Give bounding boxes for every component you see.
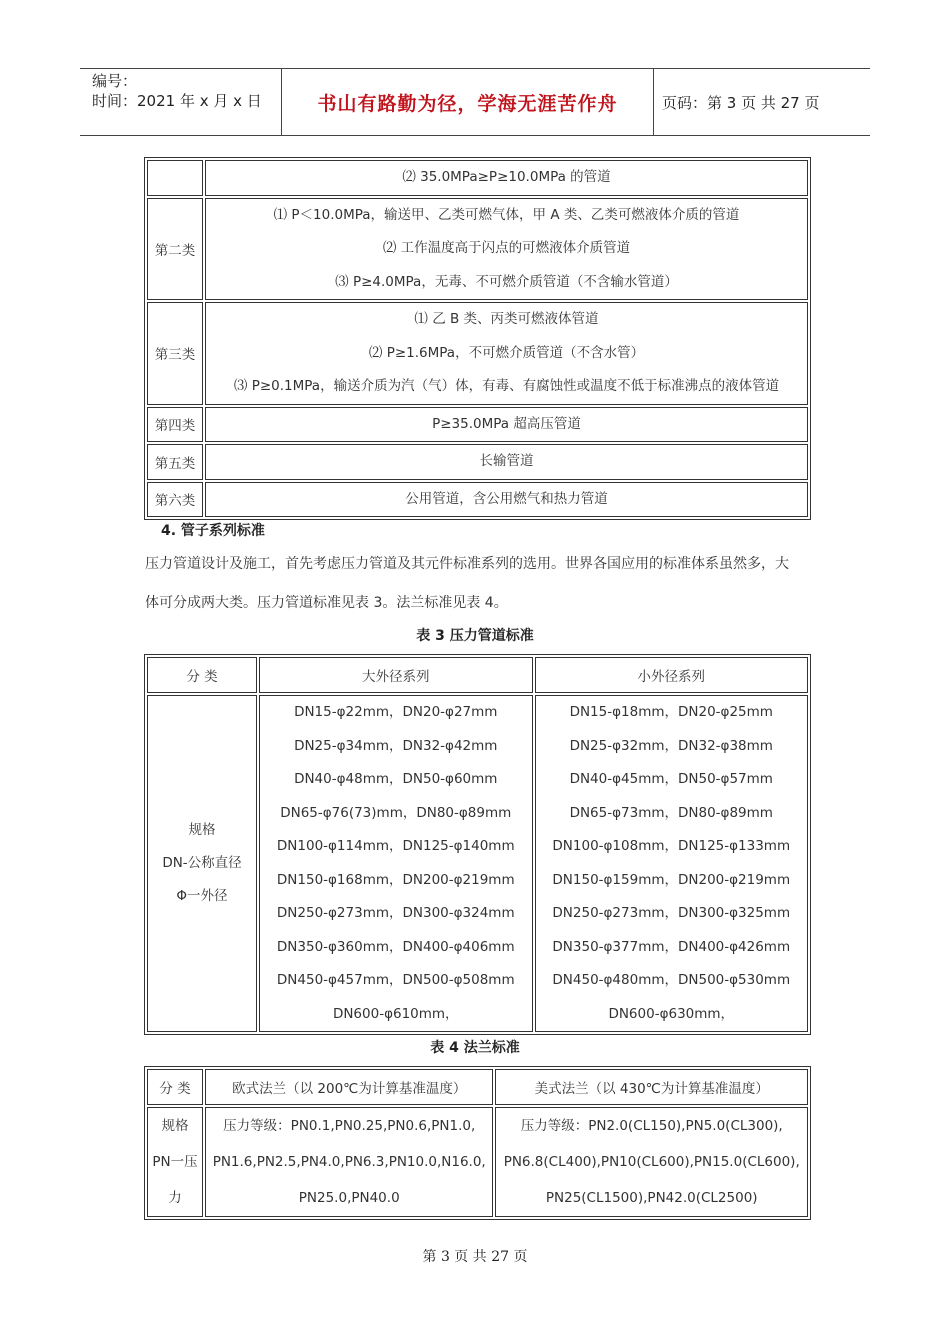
content-line: ⑵ 工作温度高于闪点的可燃液体介质管道 xyxy=(382,240,631,256)
table3-header-large: 大外径系列 xyxy=(259,657,533,693)
category-cell: 第六类 xyxy=(147,482,203,518)
table-row xyxy=(147,407,808,443)
table3-small-series xyxy=(535,695,809,1032)
page-header xyxy=(80,68,870,136)
header-motto: 书山有路勤为径，学海无涯苦作舟 xyxy=(282,69,654,135)
section-title: 4. 管子系列标准 xyxy=(161,523,265,539)
category-cell xyxy=(147,160,203,196)
series-line: DN15-φ22mm，DN20-φ27mm xyxy=(294,704,498,720)
series-line: DN25-φ34mm，DN32-φ42mm xyxy=(294,737,498,754)
series-line: DN65-φ73mm，DN80-φ89mm xyxy=(569,804,773,821)
content-line: 长输管道 xyxy=(479,453,534,469)
page-footer: 第 3 页 共 27 页 xyxy=(422,1249,528,1265)
table3-spec-line: 规格 xyxy=(188,822,216,838)
content-line: P≥35.0MPa 超高压管道 xyxy=(432,415,581,432)
table-row xyxy=(147,302,808,405)
series-line: DN100-φ108mm，DN125-φ133mm xyxy=(552,838,791,854)
table4-header-euro: 欧式法兰（以 200℃为计算基准温度） xyxy=(205,1069,493,1105)
header-meta xyxy=(80,69,282,135)
content-line: ⑵ P≥1.6MPa，不可燃介质管道（不含水管） xyxy=(368,344,645,361)
table4-euro-line: PN1.6,PN2.5,PN4.0,PN6.3,PN10.0,N16.0, xyxy=(212,1154,486,1170)
content-cell xyxy=(205,407,808,443)
content-line: ⑵ 35.0MPa≥P≥10.0MPa 的管道 xyxy=(402,169,611,185)
table4-spec-line: 力 xyxy=(168,1190,182,1206)
table3-spec-line: Φ一外径 xyxy=(176,888,228,904)
content-line: 公用管道，含公用燃气和热力管道 xyxy=(405,490,608,507)
series-line: DN600-φ610mm， xyxy=(332,1005,459,1022)
table4-us-line: PN25(CL1500),PN42.0(CL2500) xyxy=(545,1190,758,1206)
series-line: DN25-φ32mm，DN32-φ38mm xyxy=(569,737,773,754)
series-line: DN250-φ273mm，DN300-φ324mm xyxy=(276,905,515,921)
flange-standard-table xyxy=(144,1066,811,1220)
content-line: ⑴ 乙 B 类、丙类可燃液体管道 xyxy=(414,311,599,327)
table4-us-line: PN6.8(CL400),PN10(CL600),PN15.0(CL600), xyxy=(503,1154,800,1170)
table4-euro-line: 压力等级：PN0.1,PN0.25,PN0.6,PN1.0, xyxy=(223,1118,476,1134)
table4-header-us: 美式法兰（以 430℃为计算基准温度） xyxy=(495,1069,808,1105)
table4-header-category: 分 类 xyxy=(147,1069,203,1105)
content-cell xyxy=(205,302,808,405)
series-line: DN250-φ273mm，DN300-φ325mm xyxy=(552,905,791,921)
header-page-info: 页码：第 3 页 共 27 页 xyxy=(662,93,820,112)
content-cell xyxy=(205,160,808,196)
series-line: DN65-φ76(73)mm，DN80-φ89mm xyxy=(280,804,512,821)
category-cell: 第五类 xyxy=(147,444,203,480)
content-line: ⑴ P＜10.0MPa，输送甲、乙类可燃气体，甲 A 类、乙类可燃液体介质的管道 xyxy=(273,206,740,223)
series-line: DN150-φ159mm，DN200-φ219mm xyxy=(552,871,791,888)
table4-spec-cell xyxy=(147,1107,203,1217)
number-label: 编号： xyxy=(92,72,138,90)
category-cell: 第四类 xyxy=(147,407,203,443)
series-line: DN350-φ377mm，DN400-φ426mm xyxy=(552,938,791,955)
series-line: DN600-φ630mm， xyxy=(608,1005,735,1022)
category-cell: 第三类 xyxy=(147,302,203,405)
table-row xyxy=(147,160,808,196)
category-cell: 第二类 xyxy=(147,198,203,301)
table4-us-line: 压力等级：PN2.0(CL150),PN5.0(CL300), xyxy=(520,1118,783,1134)
paragraph-line: 体可分成两大类。压力管道标准见表 3。法兰标准见表 4。 xyxy=(145,595,508,611)
table4-spec-line: PN一压 xyxy=(152,1154,198,1170)
series-line: DN15-φ18mm，DN20-φ25mm xyxy=(569,704,773,720)
pipe-standard-table xyxy=(144,654,811,1035)
series-line: DN150-φ168mm，DN200-φ219mm xyxy=(276,871,515,888)
content-cell xyxy=(205,198,808,301)
table4-euro-line: PN25.0,PN40.0 xyxy=(298,1190,400,1206)
paragraph-line: 压力管道设计及施工，首先考虑压力管道及其元件标准系列的选用。世界各国应用的标准体系虽然多，大 xyxy=(145,556,789,572)
series-line: DN40-φ45mm，DN50-φ57mm xyxy=(569,771,773,787)
time-label: 时间：2021 年 x 月 x 日 xyxy=(92,92,262,110)
table-row xyxy=(147,198,808,301)
series-line: DN450-φ480mm，DN500-φ530mm xyxy=(552,972,791,988)
table-row xyxy=(147,482,808,518)
table-row xyxy=(147,444,808,480)
table4-us-cell xyxy=(495,1107,808,1217)
table3-large-series xyxy=(259,695,533,1032)
series-line: DN450-φ457mm，DN500-φ508mm xyxy=(276,972,515,988)
content-line: ⑶ P≥4.0MPa，无毒、不可燃介质管道（不含输水管道） xyxy=(335,273,678,290)
table3-spec-line: DN-公称直径 xyxy=(162,855,242,871)
series-line: DN40-φ48mm，DN50-φ60mm xyxy=(294,771,498,787)
series-line: DN350-φ360mm，DN400-φ406mm xyxy=(276,938,515,955)
table3-header-category: 分 类 xyxy=(147,657,257,693)
content-line: ⑶ P≥0.1MPa，输送介质为汽（气）体，有毒、有腐蚀性或温度不低于标准沸点的液体管道 xyxy=(233,378,780,394)
content-cell xyxy=(205,444,808,480)
series-line: DN100-φ114mm，DN125-φ140mm xyxy=(276,838,515,854)
table4-euro-cell xyxy=(205,1107,493,1217)
table3-caption: 表 3 压力管道标准 xyxy=(416,628,534,644)
content-cell xyxy=(205,482,808,518)
pipe-category-table xyxy=(144,157,811,520)
table3-header-small: 小外径系列 xyxy=(535,657,809,693)
table3-spec-cell xyxy=(147,695,257,1032)
table4-caption: 表 4 法兰标准 xyxy=(430,1040,520,1056)
table4-spec-line: 规格 xyxy=(161,1118,189,1134)
